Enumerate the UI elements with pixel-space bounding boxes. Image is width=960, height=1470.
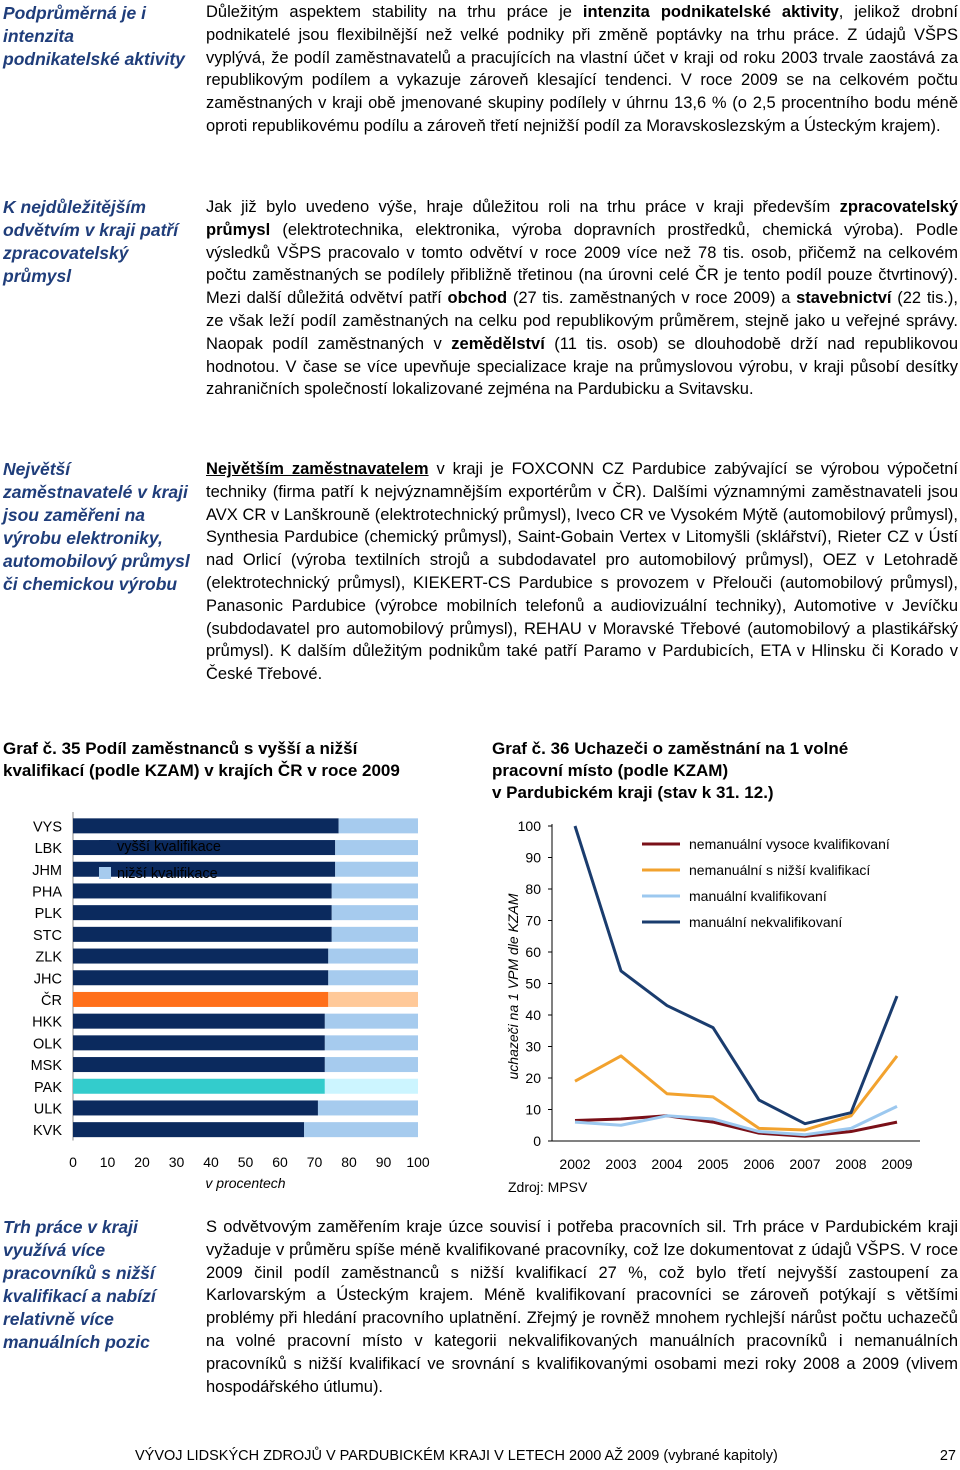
chart35-bar-lower [332,905,418,920]
para1-text-b: , jelikož drobní podnikatelé jsou flexibilnější než velké podniky při změně poptávky na trhu práce. Z údajů VŠPS vyplývá, že podíl zaměstnavatelů a pracujících na vlastní účet v kraji od roku 2003 trvale zaostává za republikovým podílem a vykazuje zároveň klesající tendenci. V roce 2009 se na celkovém počtu zaměstnaných v kraji obě jmenované skupiny podílely v úhrnu 13,6 % (o 2,5 procentního bodu méně oproti republikovému podílu a zároveň třetí nejnižší podíl za Moravskoslezským a Ústeckým krajem). [206,3,958,135]
chart36-y-tick-label: 70 [525,912,541,929]
chart35-tick-label: 80 [341,1154,357,1170]
chart35-tick-label: 60 [272,1154,288,1170]
chart35-bar-lower [328,970,418,985]
page-number: 27 [939,1448,956,1464]
chart36-legend-label: manuální kvalifikovaní [689,888,827,904]
chart36-line-chart [490,805,960,1200]
chart36-y-tick-label: 20 [525,1070,541,1086]
chart35-bar-lower [325,1079,418,1094]
chart36-source-label: Zdroj: MPSV [508,1179,588,1195]
chart36-y-tick-label: 40 [525,1007,541,1023]
chart36-caption [492,738,958,804]
chart35-bar-lower [328,949,418,964]
chart35-tick-label: 90 [375,1154,392,1170]
para1-bold: intenzita podnikatelské aktivity [582,3,839,21]
paragraph-employers [206,458,958,686]
chart35-bar-lower [335,862,418,877]
chart36-caption-line1: Graf č. 36 Uchazeči o zaměstnání na 1 volné [492,739,849,758]
chart35-bar-lower [304,1122,418,1137]
chart36-x-tick-label: 2008 [835,1156,867,1172]
chart35-stacked-bar [0,805,480,1200]
chart35-caption-line2: kvalifikací (podle KZAM) v krajích ČR v roce 2009 [3,761,400,780]
chart35-bar-higher [73,1057,325,1072]
chart36-y-tick-label: 90 [525,849,541,866]
chart35-category-label: OLK [32,1036,62,1053]
chart35-bar-lower [325,1035,418,1050]
chart35-bar-higher [73,992,328,1007]
chart35-bar-higher [73,1035,325,1050]
chart35-tick-label: 10 [99,1154,116,1170]
para2-bold-construction: stavebnictví [796,289,892,308]
chart35-legend-label: vyšší kvalifikace [117,839,221,855]
chart35-caption [3,738,473,782]
chart35-bar-higher [73,1100,318,1115]
chart35-bar-higher [73,949,328,964]
chart36-x-tick-label: 2002 [559,1156,591,1172]
chart35-bar-higher [73,1014,325,1029]
chart35-bar-lower [339,818,418,833]
paragraph-labour-demand: S odvětvovým zaměřením kraje úzce souvisí i potřeba pracovních sil. Trh práce v Pardubickém kraji vyžaduje v průměru spíše méně kvalifikované pracovníky, což lze dokumentovat z údajů VŠPS. V roce 2009 činil podíl zaměstnanců s nižší kvalifikací 27 %, což bylo třetí nejvyšší zastoupení za Karlovarským a Ústeckým krajem. Méně kvalifikovaní pracovníci se zároveň potýkají s většími problémy při hledání pracovního uplatnění. Zřejmý je rovněž mnohem rychlejší nárůst počtu uchazečů na volné pracovní místo v kategorii nekvalifikovaných manuálních pracovníků i nemanuálních pracovníků s nižší kvalifikací ve srovnání s kvalifikovanými osobami mezi roky 2008 a 2009 (vlivem hospodářského útlumu). [206,1218,958,1396]
chart36-y-tick-label: 50 [525,975,541,992]
chart35-bar-lower [325,1057,418,1072]
chart36-caption-line3: v Pardubickém kraji (stav k 31. 12.) [492,783,774,802]
paragraph-business-activity [206,1,958,138]
chart35-legend-swatch [99,840,111,852]
chart35-tick-label: 30 [168,1154,185,1170]
sidenote-labour-market: Trh práce v kraji využívá více pracovníků s nižší kvalifikací a nabízí relativně více manuálních pozic [3,1217,156,1352]
chart35-category-label: MSK [30,1058,62,1075]
para2-bold-agriculture: zemědělství [451,334,545,353]
chart35-category-label: PLK [34,906,62,923]
chart35-category-label: ULK [33,1101,62,1118]
para2-text-c: (27 tis. zaměstnaných v roce 2009) a [507,289,797,308]
para2-text-d: (22 tis.), ze však leží podíl zaměstnaných na celku pod republikovým průměrem, stejně jako u veřejné správy. Naopak podíl zaměstnaných v [206,289,959,353]
chart36-y-tick-label: 0 [533,1133,541,1149]
chart35-bar-lower [335,840,418,855]
paragraph-industries [206,196,958,401]
chart35-legend-label: nižší kvalifikace [117,866,218,882]
chart35-bar-lower [318,1100,418,1115]
chart36-y-tick-label: 100 [517,818,541,834]
para2-bold-trade: obchod [447,289,508,308]
chart35-tick-label: 40 [203,1154,219,1170]
chart35-category-label: JHC [33,971,62,988]
chart35-bar-lower [325,1014,418,1029]
para2-text-a: Jak již bylo uvedeno výše, hraje důležitou roli na trhu práce v kraji především [206,198,840,216]
chart35-bar-higher [73,905,332,920]
para2-text-b: (elektrotechnika, elektronika, výroba dopravních prostředků, chemická výroba). Podle výsledků VŠPS pracovalo v tomto odvětví v roce 2009 více než 78 tis. osob, přičemž na celkovém počtu zaměstnaných se podílely přibližně třetinou (na úrovni celé ČR je tento podíl pouze čtvrtinový). Mezi další důležitá odvětví patří [206,220,958,308]
chart36-legend-label: nemanuální vysoce kvalifikovaní [689,836,890,852]
chart35-bar-higher [73,927,332,942]
chart35-category-label: PHA [32,884,62,901]
para2-bold-manufacturing: zpracovatelský průmysl [206,198,958,239]
footer-title: VÝVOJ LIDSKÝCH ZDROJŮ V PARDUBICKÉM KRAJI V LETECH 2000 AŽ 2009 (vybrané kapitoly) [135,1448,778,1464]
chart35-bar-higher [73,1122,304,1137]
chart36-x-tick-label: 2003 [605,1156,637,1172]
chart36-y-tick-label: 30 [525,1038,541,1055]
chart35-category-label: ČR [41,992,62,1009]
chart35-category-label: LBK [34,841,62,858]
para3-text: v kraji je FOXCONN CZ Pardubice zabývající se výrobou výpočetní techniky (firma patří k nejvýznamnějším exportérům v ČR). Dalšími významnými zaměstnavateli jsou AVX CR v Lanškrouně (elektrotechnický průmysl), Iveco CR ve Vysokém Mýtě (automobilový průmysl), Synthesia Pardubice (chemický průmysl), Saint-Gobain Vertex v Litomyšli (sklářství), Rieter CZ v Ústí nad Orlicí (výroba textilních strojů a subdodavatel pro automobilový průmysl), OEZ v Letohradě (elektrotechnický průmysl), KIEKERT-CS Pardubice s provozem v Přelouči (automobilový průmysl), Panasonic Pardubice (výrobce mobilních telefonů a audiovizuální techniky), Automotive v Jevíčku (subdodavatel pro automobilový průmysl), REHAU v Moravské Třebové (automobilový a plastikářský průmysl). K dalším důležitým podnikům také patří Paramo v Pardubicích, ETA v Hlinsku či Korado v České Třebové. [206,460,958,684]
chart35-tick-label: 50 [237,1154,254,1170]
para3-bold-largest-employer: Největším zaměstnavatelem [206,460,429,478]
chart35-category-label: KVK [32,1123,62,1140]
chart35-bar-higher [73,883,332,898]
chart36-legend-label: manuální nekvalifikovaní [689,914,843,930]
chart36-x-tick-label: 2007 [789,1156,821,1172]
chart36-x-tick-label: 2009 [881,1156,913,1172]
sidenote-manufacturing: K nejdůležitějším odvětvím v kraji patří zpracovatelský průmysl [3,197,179,286]
para1-text-a: Důležitým aspektem stability na trhu práce je [206,3,583,21]
chart35-tick-label: 70 [306,1154,323,1170]
chart35-category-label: ZLK [35,949,62,966]
sidenote-business-activity: Podprůměrná je i intenzita podnikatelské aktivity [3,3,185,69]
chart36-x-tick-label: 2006 [743,1156,775,1172]
chart35-legend-swatch [99,867,111,879]
chart35-category-label: HKK [32,1014,62,1031]
chart35-bar-lower [328,992,418,1007]
chart35-category-label: JHM [32,862,62,879]
chart35-category-label: VYS [32,819,62,836]
chart36-caption-line2: pracovní místo (podle KZAM) [492,761,729,780]
chart36-y-axis-label: uchazeči na 1 VPM dle KZAM [505,893,521,1080]
chart35-caption-line1: Graf č. 35 Podíl zaměstnanců s vyšší a nižší [3,739,358,758]
chart35-bar-lower [332,883,418,898]
chart35-tick-label: 20 [134,1154,150,1170]
chart35-tick-label: 100 [406,1154,430,1170]
sidenote-employers: Největší zaměstnavatelé v kraji jsou zaměřeni na výrobu elektroniky, automobilový průmysl či chemickou výrobu [3,459,190,594]
chart36-x-tick-label: 2005 [697,1156,729,1172]
chart35-bar-higher [73,970,328,985]
chart36-legend-label: nemanuální s nižší kvalifikací [689,862,871,878]
chart35-bar-higher [73,1079,325,1094]
chart35-tick-label: 0 [69,1154,77,1170]
chart35-bar-lower [332,927,418,942]
chart35-x-axis-label: v procentech [205,1175,286,1191]
chart35-bar-higher [73,818,339,833]
chart36-x-tick-label: 2004 [651,1156,683,1172]
chart35-category-label: PAK [34,1079,62,1096]
chart35-category-label: STC [33,927,62,944]
para2-text-e: (11 tis. osob) se dlouhodobě drží nad republikovou hodnotou. V čase se více upevňuje specializace kraje na průmyslovou výrobu, v kraji působí desítky zahraničních společností lokalizované zejména na Pardubicku a Svitavsku. [206,334,958,399]
chart36-y-tick-label: 10 [525,1101,541,1118]
chart36-y-tick-label: 60 [525,944,541,960]
chart36-y-tick-label: 80 [525,881,541,897]
